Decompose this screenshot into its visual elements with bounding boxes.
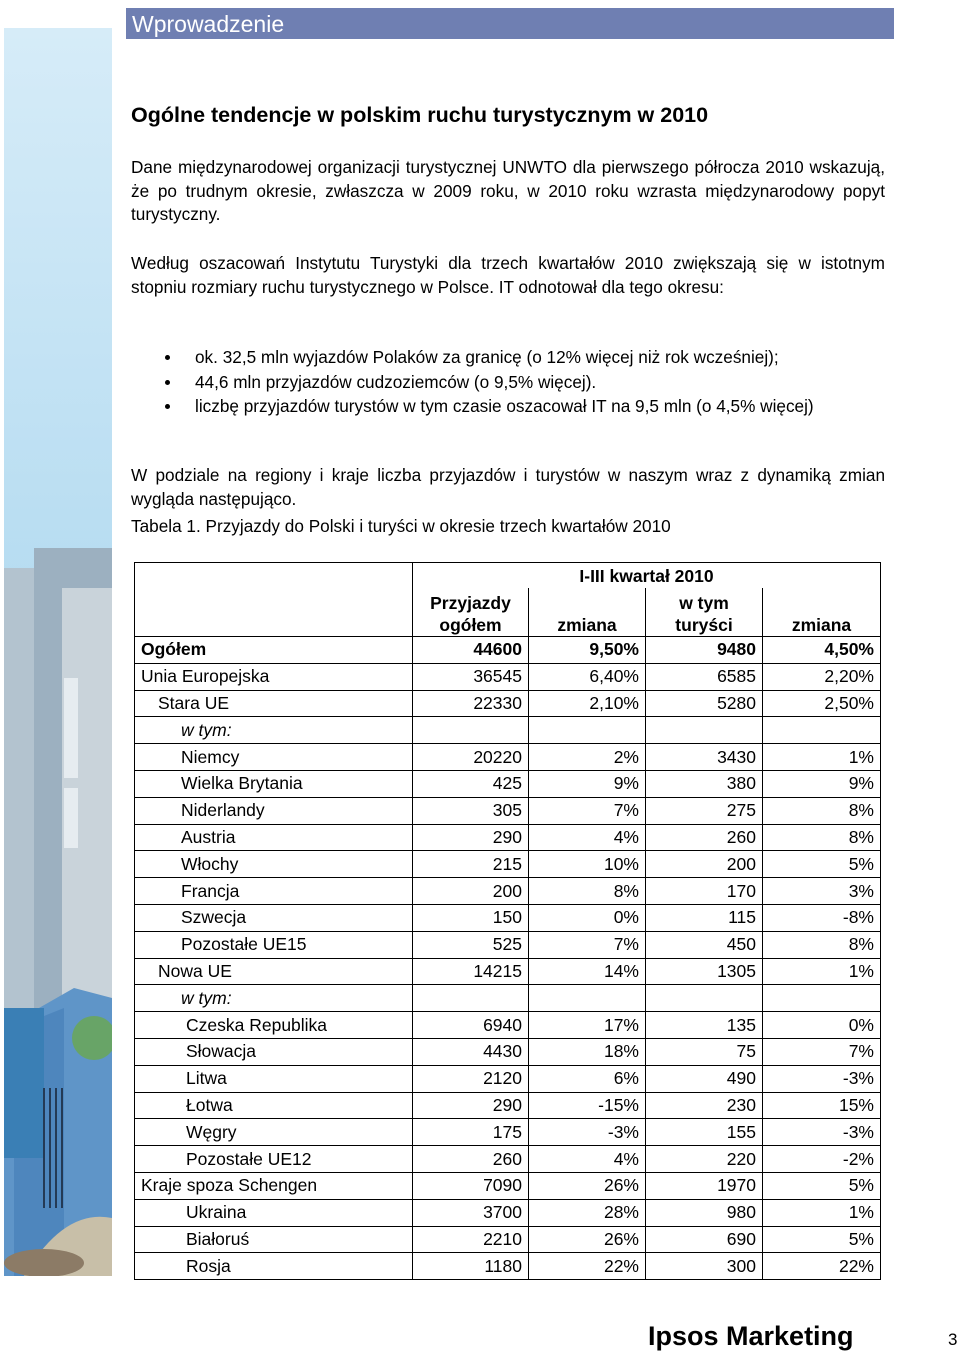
table-cell: 75 <box>646 1038 763 1065</box>
table-cell: 2120 <box>413 1065 529 1092</box>
table-cell: 525 <box>413 931 529 958</box>
table-row <box>135 1226 881 1253</box>
list-item: 44,6 mln przyjazdów cudzoziemców (o 9,5% więcej). <box>160 370 870 395</box>
table-row <box>135 1199 881 1226</box>
table-cell: 8% <box>763 931 881 958</box>
list-item: liczbę przyjazdów turystów w tym czasie oszacował IT na 9,5 mln (o 4,5% więcej) <box>160 394 870 419</box>
table-cell: 6,40% <box>529 663 646 690</box>
table-row <box>135 1172 881 1199</box>
table-cell: 26% <box>529 1226 646 1253</box>
table-cell: 2,10% <box>529 690 646 717</box>
table-row <box>135 637 881 664</box>
table-cell: 6940 <box>413 1012 529 1039</box>
table-cell: 22% <box>529 1253 646 1280</box>
table-cell: 22330 <box>413 690 529 717</box>
section-title: Wprowadzenie <box>132 11 285 37</box>
city-illustration <box>4 28 112 1276</box>
table-row <box>135 1146 881 1173</box>
bullet-icon <box>165 380 170 385</box>
row-label: Słowacja <box>135 1038 413 1065</box>
table-cell: 8% <box>763 797 881 824</box>
table-cell: 690 <box>646 1226 763 1253</box>
table-cell: 275 <box>646 797 763 824</box>
table-cell: 7% <box>529 931 646 958</box>
table-cell: 9% <box>529 770 646 797</box>
table-cell: 155 <box>646 1119 763 1146</box>
table-cell: 9,50% <box>529 637 646 664</box>
row-label: Austria <box>135 824 413 851</box>
row-label: Pozostałe UE15 <box>135 931 413 958</box>
table-cell: 200 <box>646 851 763 878</box>
table-cell: 170 <box>646 878 763 905</box>
col-header-arrivals: Przyjazdy ogółem <box>413 588 529 637</box>
table-cell: 175 <box>413 1119 529 1146</box>
row-label: Stara UE <box>135 690 413 717</box>
table-cell: 980 <box>646 1199 763 1226</box>
table-row <box>135 797 881 824</box>
table-cell: 26% <box>529 1172 646 1199</box>
table-cell: 14215 <box>413 958 529 985</box>
arrivals-table <box>134 562 881 1280</box>
table-cell: 1970 <box>646 1172 763 1199</box>
table-cell: 1% <box>763 744 881 771</box>
row-label: Ukraina <box>135 1199 413 1226</box>
row-label: Ogółem <box>135 637 413 664</box>
table-row <box>135 1119 881 1146</box>
table-cell: 5% <box>763 1172 881 1199</box>
table-cell <box>763 985 881 1012</box>
row-label: w tym: <box>135 717 413 744</box>
table-cell: 305 <box>413 797 529 824</box>
bullet-icon <box>165 355 170 360</box>
table-cell: 490 <box>646 1065 763 1092</box>
table-cell <box>529 717 646 744</box>
table-cell: 5280 <box>646 690 763 717</box>
table-cell: 22% <box>763 1253 881 1280</box>
table-cell: 1% <box>763 1199 881 1226</box>
paragraph-3: W podziale na regiony i kraje liczba przyjazdów i turystów w naszym wraz z dynamiką zmian wygląda następująco. <box>131 465 885 509</box>
table-cell <box>646 985 763 1012</box>
page-number: 3 <box>948 1330 958 1349</box>
table-cell: 36545 <box>413 663 529 690</box>
table-cell: 215 <box>413 851 529 878</box>
table-cell: 9480 <box>646 637 763 664</box>
col-header-change: zmiana <box>763 588 881 637</box>
table-cell: -3% <box>763 1065 881 1092</box>
table-cell: 2,20% <box>763 663 881 690</box>
table-cell: 150 <box>413 904 529 931</box>
table-header-row <box>135 563 881 589</box>
table-cell: 260 <box>413 1146 529 1173</box>
table-cell: 7090 <box>413 1172 529 1199</box>
bullet-list <box>160 345 870 419</box>
table-cell: 0% <box>529 904 646 931</box>
table-cell: 18% <box>529 1038 646 1065</box>
footer-brand: Ipsos Marketing <box>648 1321 854 1351</box>
table-body <box>135 637 881 1280</box>
table-row <box>135 1038 881 1065</box>
table-cell: 1% <box>763 958 881 985</box>
table-cell: 2% <box>529 744 646 771</box>
row-label: Czeska Republika <box>135 1012 413 1039</box>
table-cell <box>646 717 763 744</box>
table-row <box>135 931 881 958</box>
table-cell: 425 <box>413 770 529 797</box>
table-cell: 20220 <box>413 744 529 771</box>
table-row <box>135 1065 881 1092</box>
table-row <box>135 958 881 985</box>
table-cell: 260 <box>646 824 763 851</box>
table-cell: -3% <box>763 1119 881 1146</box>
row-label: Litwa <box>135 1065 413 1092</box>
period-header: I-III kwartał 2010 <box>413 563 881 589</box>
table-cell: 6% <box>529 1065 646 1092</box>
page-heading: Ogólne tendencje w polskim ruchu turystycznym w 2010 <box>131 103 709 127</box>
table-cell: 1180 <box>413 1253 529 1280</box>
table-cell: 4430 <box>413 1038 529 1065</box>
table-cell: 290 <box>413 1092 529 1119</box>
table-cell: 4,50% <box>763 637 881 664</box>
row-label: Kraje spoza Schengen <box>135 1172 413 1199</box>
table-cell: 9% <box>763 770 881 797</box>
section-header-bar <box>126 8 894 39</box>
table-row <box>135 770 881 797</box>
table-cell: 450 <box>646 931 763 958</box>
row-label: Niemcy <box>135 744 413 771</box>
table-cell: 15% <box>763 1092 881 1119</box>
table-cell: 200 <box>413 878 529 905</box>
bullet-icon <box>165 404 170 409</box>
table-cell: 17% <box>529 1012 646 1039</box>
row-label: Węgry <box>135 1119 413 1146</box>
table-cell: -15% <box>529 1092 646 1119</box>
table-row <box>135 744 881 771</box>
row-label: Unia Europejska <box>135 663 413 690</box>
table-cell: 6585 <box>646 663 763 690</box>
table-cell: 8% <box>763 824 881 851</box>
table-caption: Tabela 1. Przyjazdy do Polski i turyści w okresie trzech kwartałów 2010 <box>131 516 671 536</box>
table-row <box>135 690 881 717</box>
table-cell <box>763 717 881 744</box>
table-cell: 4% <box>529 824 646 851</box>
table-cell: -8% <box>763 904 881 931</box>
table-cell: 290 <box>413 824 529 851</box>
table-row <box>135 1012 881 1039</box>
table-cell: 4% <box>529 1146 646 1173</box>
list-item: ok. 32,5 mln wyjazdów Polaków za granicę (o 12% więcej niż rok wcześniej); <box>160 345 870 370</box>
table-cell: -2% <box>763 1146 881 1173</box>
table-cell: 5% <box>763 851 881 878</box>
table-cell: 14% <box>529 958 646 985</box>
table-cell: 7% <box>763 1038 881 1065</box>
table-row <box>135 663 881 690</box>
table-row <box>135 904 881 931</box>
table-row <box>135 824 881 851</box>
table-cell: 2210 <box>413 1226 529 1253</box>
row-label: Niderlandy <box>135 797 413 824</box>
row-label: Nowa UE <box>135 958 413 985</box>
table-row <box>135 985 881 1012</box>
table-row <box>135 1092 881 1119</box>
table-cell: -3% <box>529 1119 646 1146</box>
table-cell: 300 <box>646 1253 763 1280</box>
table-cell <box>413 985 529 1012</box>
table-cell: 220 <box>646 1146 763 1173</box>
row-label: Francja <box>135 878 413 905</box>
row-label: w tym: <box>135 985 413 1012</box>
table-cell: 5% <box>763 1226 881 1253</box>
row-label: Pozostałe UE12 <box>135 1146 413 1173</box>
table-cell: 7% <box>529 797 646 824</box>
table-cell: 2,50% <box>763 690 881 717</box>
table-cell: 28% <box>529 1199 646 1226</box>
table-cell: 8% <box>529 878 646 905</box>
row-label: Białoruś <box>135 1226 413 1253</box>
table-cell: 3430 <box>646 744 763 771</box>
table-cell: 115 <box>646 904 763 931</box>
table-cell: 230 <box>646 1092 763 1119</box>
row-label: Wielka Brytania <box>135 770 413 797</box>
table-row <box>135 1253 881 1280</box>
table-header-row <box>135 588 881 637</box>
table-cell: 0% <box>763 1012 881 1039</box>
row-label: Rosja <box>135 1253 413 1280</box>
table-cell: 3% <box>763 878 881 905</box>
row-label: Włochy <box>135 851 413 878</box>
table-cell <box>413 717 529 744</box>
table-row <box>135 878 881 905</box>
table-cell: 10% <box>529 851 646 878</box>
table-cell: 380 <box>646 770 763 797</box>
col-header-change: zmiana <box>529 588 646 637</box>
table-cell: 44600 <box>413 637 529 664</box>
paragraph-2: Według oszacowań Instytutu Turystyki dla trzech kwartałów 2010 zwiększają się w istotnym stopniu rozmiary ruchu turystycznego w Polsce. IT odnotował dla tego okresu: <box>131 253 885 297</box>
col-header-tourists: w tym turyści <box>646 588 763 637</box>
table-cell <box>529 985 646 1012</box>
row-label: Łotwa <box>135 1092 413 1119</box>
table-cell: 135 <box>646 1012 763 1039</box>
table-row <box>135 851 881 878</box>
paragraph-1: Dane międzynarodowej organizacji turystycznej UNWTO dla pierwszego półrocza 2010 wskazują, że po trudnym okresie, zwłaszcza w 2009 roku, w 2010 roku wzrasta międzynarodowy popyt turystyczny. <box>131 157 885 224</box>
table-cell: 1305 <box>646 958 763 985</box>
table-cell: 3700 <box>413 1199 529 1226</box>
table-row <box>135 717 881 744</box>
row-label: Szwecja <box>135 904 413 931</box>
sidebar-illustration <box>4 28 112 1276</box>
